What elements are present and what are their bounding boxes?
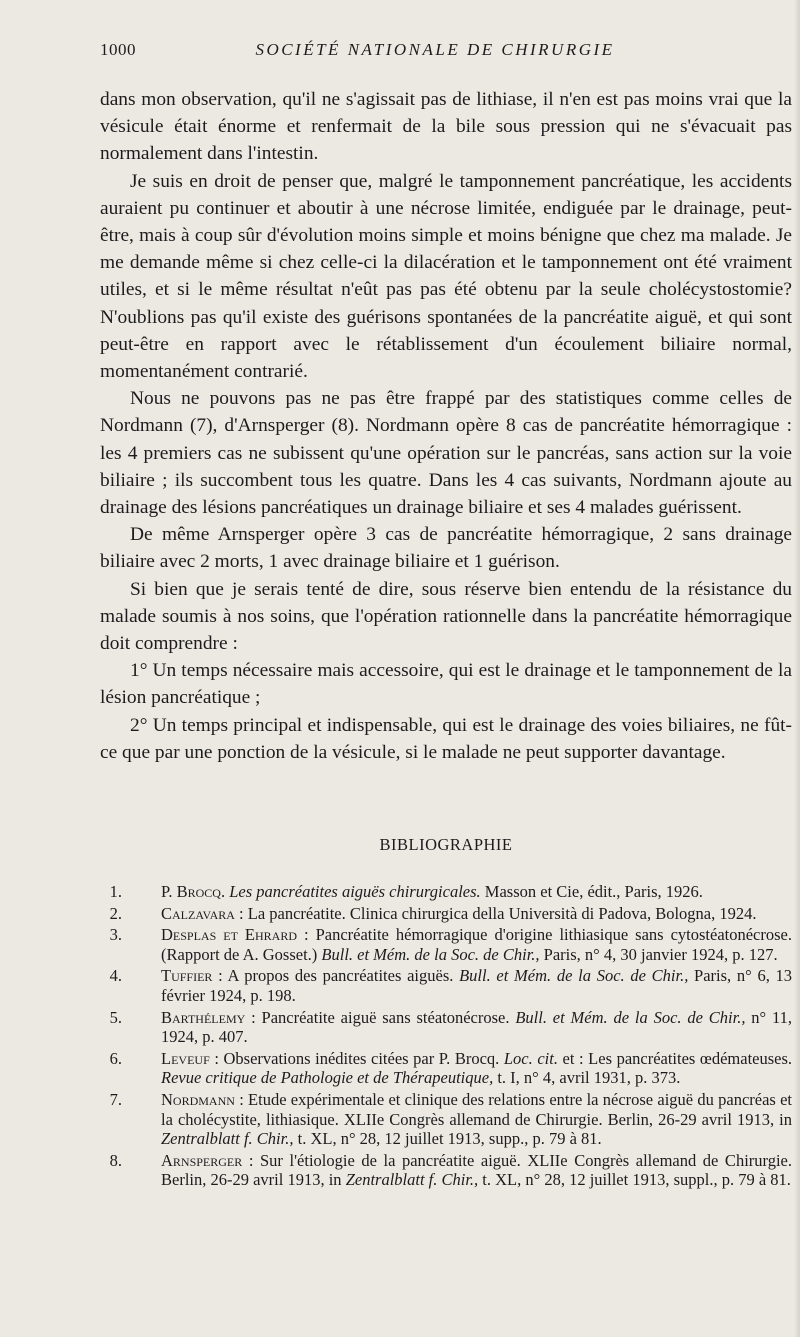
reference-details: t. I, n° 4, avril 1931, p. 373. [497,1068,681,1088]
reference-text: et : Les pancréatites œdémateuses. [562,1048,793,1068]
reference-item [100,882,792,902]
reference-journal: Loc. cit. [503,1048,558,1068]
reference-author: P. Brocq. [161,882,226,901]
reference-journal: Zentralblatt f. Chir., [161,1129,294,1149]
reference-author: Barthélemy [161,1007,246,1027]
reference-author: Tuffier [161,966,213,986]
reference-title: Les pancréatites aiguës chirurgicales. [229,882,481,901]
reference-journal: Zentralblatt f. Chir., [345,1170,479,1190]
paragraph: 1° Un temps nécessaire mais accessoire, qui est le drainage et le tamponnement de la lésion pancréatique ; [100,660,792,709]
reference-details: t. XL, n° 28, 12 juillet 1913, supp., p. 79 à 81. [297,1129,602,1149]
bibliography-list [100,882,792,1192]
reference-number: 3. [109,925,122,945]
reference-text: : Pancréatite aiguë sans stéatonécrose. [251,1007,510,1027]
reference-text: : La pancréatite. [239,903,346,923]
reference-text: : Etude expérimentale et clinique des relations entre la nécrose aiguë du pancréas et la cholécystite, lithiasique. XLIIe Congrès allemand de Chirurgie. Berlin, 26-29 avril 1913, in [161,1089,793,1129]
reference-number: 5. [109,1007,122,1027]
reference-item [100,1049,792,1088]
reference-journal: Bull. et Mém. de la Soc. de Chir., [459,966,689,986]
reference-author: Arnsperger [161,1150,243,1170]
paragraph: Nous ne pouvons pas ne pas être frappé par des statistiques comme celles de Nordmann (7), d'Arnsperger (8). Nordmann opère 8 cas de pancréatite hémorragique : les 4 premiers cas ne subissent qu'une opération sur le pancréas, sans action sur la voie biliaire ; ils succombent tous les quatre. Dans les 4 cas suivants, Nordmann ajoute au drainage des lésions pancréatiques un drainage biliaire et ses 4 malades guérissent. [100,388,792,519]
reference-author: Leveuf [161,1048,210,1068]
reference-item [100,1008,792,1047]
reference-author: Calzavara [161,903,235,923]
reference-journal: Bull. et Mém. de la Soc. de Chir., [321,944,540,964]
running-header [100,40,770,70]
paragraph: 2° Un temps principal et indispensable, qui est le drainage des voies biliaires, ne fût-ce que par une ponction de la vésicule, si le malade ne peut supporter davantage. [100,714,792,763]
reference-journal: Revue critique de Pathologie et de Thérapeutique, [161,1068,494,1088]
reference-text: : A propos des pancréatites aiguës. [218,966,454,986]
body-text [100,86,792,766]
reference-text: : Sur l'étiologie de la pancréatite aiguë. XLIIe Congrès allemand de Chirurgie. Berlin, 26-29 avril 1913, in [161,1150,793,1190]
reference-number: 2. [109,903,122,923]
reference-details: Masson et Cie, édit., Paris, 1926. [484,882,703,901]
reference-number: 4. [109,966,122,986]
paragraph: De même Arnsperger opère 3 cas de pancréatite hémorragique, 2 sans drainage biliaire avec 2 morts, 1 avec drainage biliaire et 1 guérison. [100,524,792,573]
reference-details: Paris, n° 4, 30 janvier 1924, p. 127. [543,944,778,964]
reference-text: : Observations inédites citées par P. Brocq. [214,1048,500,1068]
reference-details: Paris, n° 6, 13 février 1924, p. 198. [161,966,793,1005]
reference-author: Desplas et Ehrard [161,925,297,945]
paragraph: Je suis en droit de penser que, malgré le tamponnement pancréatique, les accidents auraient pu continuer et aboutir à une nécrose limitée, endiguée par le drainage, peut-être, mais à coup sûr d'évolution moins simple et moins bénigne que chez ma malade. Je me demande même si chez celle-ci la dilacération et le tamponnement ont été vraiment utiles, et si le même résultat n'eût pas pas été obtenu par la seule cholécystostomie? N'oublions pas qu'il existe des guérisons spontanées de la pancréatite aiguë, et qui sont peut-être en rapport avec le rétablissement d'un écoulement biliaire normal, momentanément contrarié. [100,170,792,383]
reference-details: Clinica chirurgica della Università di Padova, Bologna, 1924. [349,903,757,923]
reference-number: 8. [109,1150,122,1170]
bibliography-heading: BIBLIOGRAPHIE [379,835,513,854]
reference-text: : Pancréatite hémorragique d'origine lithiasique sans cytostéatonécrose. (Rapport de A. Gosset.) [161,925,792,964]
scan-edge-shadow [794,0,800,1337]
reference-details: n° 11, 1924, p. 407. [161,1007,792,1047]
reference-journal: Bull. et Mém. de la Soc. de Chir., [515,1007,746,1027]
reference-number: 1. [109,882,122,901]
reference-item [100,925,792,964]
reference-number: 6. [109,1048,122,1068]
reference-details: t. XL, n° 28, 12 juillet 1913, suppl., p. 79 à 81. [482,1170,791,1190]
reference-item [100,904,792,924]
reference-author: Nordmann [161,1089,235,1109]
reference-item [100,1151,792,1190]
journal-title: SOCIÉTÉ NATIONALE DE CHIRURGIE [255,40,615,59]
paragraph: dans mon observation, qu'il ne s'agissait pas de lithiase, il n'en est pas moins vrai que la vésicule était énorme et renfermait de la bile sous pression qui ne s'évacuait pas normalement dans l'intestin. [100,89,792,165]
reference-item [100,966,792,1005]
paragraph: Si bien que je serais tenté de dire, sous réserve bien entendu de la résistance du malade soumis à nos soins, que l'opération rationnelle dans la pancréatite hémorragique doit comprendre : [100,578,792,655]
reference-item [100,1090,792,1149]
reference-number: 7. [109,1089,122,1109]
page-number: 1000 [100,40,136,59]
